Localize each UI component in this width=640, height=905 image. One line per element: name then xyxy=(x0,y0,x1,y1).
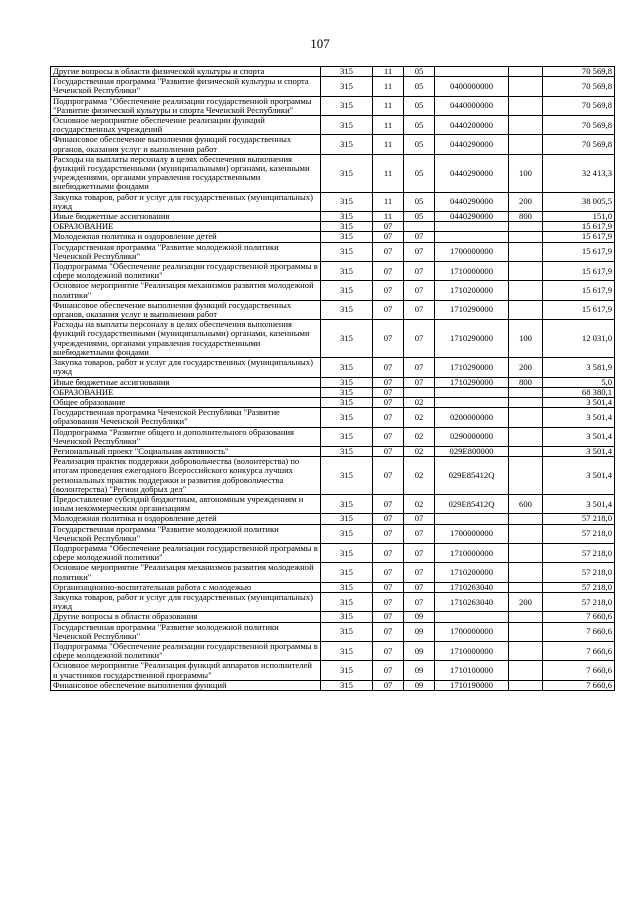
row-target-article: 029E85412Q xyxy=(435,494,509,513)
row-ved-code: 315 xyxy=(321,543,373,562)
row-ved-code: 315 xyxy=(321,116,373,135)
row-ved-code: 315 xyxy=(321,222,373,232)
row-name: Подпрограмма "Обеспечение реализации государственной программы в сфере молодежной политики" xyxy=(51,543,321,562)
row-name: Подпрограмма "Обеспечение реализации государственной программы "Развитие физической культуры и спорта Чеченской Республики" xyxy=(51,96,321,115)
row-expense-type xyxy=(509,612,543,622)
row-subsection-code: 09 xyxy=(404,680,435,690)
row-expense-type xyxy=(509,281,543,300)
row-subsection-code: 02 xyxy=(404,408,435,427)
row-subsection-code: 05 xyxy=(404,192,435,211)
row-subsection-code: 07 xyxy=(404,300,435,319)
row-amount: 7 660,6 xyxy=(543,612,615,622)
row-ved-code: 315 xyxy=(321,680,373,690)
row-target-article: 1710263040 xyxy=(435,592,509,611)
row-name: Государственная программа "Развитие молодежной политики Чеченской Республики" xyxy=(51,242,321,261)
row-section-code: 07 xyxy=(373,300,404,319)
row-section-code: 11 xyxy=(373,212,404,222)
row-section-code: 11 xyxy=(373,67,404,77)
row-target-article xyxy=(435,612,509,622)
row-expense-type xyxy=(509,427,543,446)
row-section-code: 07 xyxy=(373,582,404,592)
row-expense-type xyxy=(509,524,543,543)
row-amount: 3 501,4 xyxy=(543,457,615,495)
row-name: Расходы на выплаты персоналу в целях обеспечения выполнения функций государственными (муниципальными) органами, казенными учреждениями, органами управления государственными внебюджетными фондами xyxy=(51,320,321,358)
table-row xyxy=(51,612,615,622)
row-amount: 15 617,9 xyxy=(543,281,615,300)
row-target-article xyxy=(435,232,509,242)
row-name: Финансовое обеспечение выполнения функций государственных органов, оказания услуг и выполнения работ xyxy=(51,135,321,154)
row-expense-type: 800 xyxy=(509,377,543,387)
row-expense-type xyxy=(509,96,543,115)
row-name: Основное мероприятие "Реализация механизмов развития молодежной политики" xyxy=(51,281,321,300)
row-target-article: 1710263040 xyxy=(435,582,509,592)
table-row xyxy=(51,281,615,300)
row-subsection-code: 07 xyxy=(404,377,435,387)
row-expense-type xyxy=(509,661,543,680)
row-subsection-code: 09 xyxy=(404,622,435,641)
row-section-code: 07 xyxy=(373,543,404,562)
table-row xyxy=(51,457,615,495)
row-target-article: 1710200000 xyxy=(435,563,509,582)
page-number: 107 xyxy=(310,36,330,51)
row-name: Молодежная политика и оздоровление детей xyxy=(51,514,321,524)
row-section-code: 07 xyxy=(373,612,404,622)
row-ved-code: 315 xyxy=(321,563,373,582)
row-subsection-code: 07 xyxy=(404,514,435,524)
row-subsection-code: 07 xyxy=(404,582,435,592)
row-section-code: 11 xyxy=(373,192,404,211)
row-expense-type xyxy=(509,457,543,495)
row-target-article: 1700000000 xyxy=(435,622,509,641)
row-ved-code: 315 xyxy=(321,592,373,611)
row-amount: 3 501,4 xyxy=(543,427,615,446)
row-subsection-code: 05 xyxy=(404,212,435,222)
table-row xyxy=(51,262,615,281)
row-target-article: 0440200000 xyxy=(435,116,509,135)
row-subsection-code: 07 xyxy=(404,524,435,543)
row-expense-type xyxy=(509,135,543,154)
row-amount: 5,0 xyxy=(543,377,615,387)
row-name: Основное мероприятие "Реализация механизмов развития молодежной политики" xyxy=(51,563,321,582)
table-row xyxy=(51,446,615,456)
row-amount: 3 501,4 xyxy=(543,494,615,513)
row-ved-code: 315 xyxy=(321,408,373,427)
row-target-article: 029E800000 xyxy=(435,446,509,456)
table-row xyxy=(51,524,615,543)
table-row xyxy=(51,387,615,397)
row-name: Иные бюджетные ассигнования xyxy=(51,377,321,387)
row-subsection-code: 05 xyxy=(404,116,435,135)
table-row xyxy=(51,135,615,154)
row-expense-type xyxy=(509,232,543,242)
row-amount: 151,0 xyxy=(543,212,615,222)
row-target-article xyxy=(435,514,509,524)
row-target-article: 1710000000 xyxy=(435,641,509,660)
row-target-article: 029E85412Q xyxy=(435,457,509,495)
row-ved-code: 315 xyxy=(321,242,373,261)
row-ved-code: 315 xyxy=(321,192,373,211)
row-expense-type xyxy=(509,116,543,135)
row-ved-code: 315 xyxy=(321,135,373,154)
row-amount: 3 501,4 xyxy=(543,408,615,427)
row-subsection-code: 07 xyxy=(404,543,435,562)
row-ved-code: 315 xyxy=(321,232,373,242)
row-section-code: 07 xyxy=(373,427,404,446)
row-section-code: 07 xyxy=(373,281,404,300)
row-expense-type xyxy=(509,582,543,592)
row-subsection-code: 07 xyxy=(404,320,435,358)
table-row xyxy=(51,222,615,232)
row-expense-type xyxy=(509,300,543,319)
row-target-article: 1710100000 xyxy=(435,661,509,680)
row-amount: 57 218,0 xyxy=(543,592,615,611)
table-row xyxy=(51,358,615,377)
row-section-code: 07 xyxy=(373,387,404,397)
table-row xyxy=(51,661,615,680)
row-section-code: 07 xyxy=(373,457,404,495)
row-amount: 57 218,0 xyxy=(543,514,615,524)
row-expense-type xyxy=(509,641,543,660)
row-expense-type: 600 xyxy=(509,494,543,513)
table-row xyxy=(51,67,615,77)
row-expense-type xyxy=(509,408,543,427)
row-amount: 15 617,9 xyxy=(543,300,615,319)
row-ved-code: 315 xyxy=(321,212,373,222)
row-amount: 15 617,9 xyxy=(543,232,615,242)
row-expense-type: 800 xyxy=(509,212,543,222)
row-amount: 15 617,9 xyxy=(543,262,615,281)
row-expense-type xyxy=(509,67,543,77)
row-target-article: 0440290000 xyxy=(435,192,509,211)
row-amount: 32 413,3 xyxy=(543,154,615,192)
row-ved-code: 315 xyxy=(321,524,373,543)
row-expense-type: 200 xyxy=(509,192,543,211)
row-section-code: 07 xyxy=(373,222,404,232)
row-section-code: 07 xyxy=(373,622,404,641)
row-target-article: 0290000000 xyxy=(435,427,509,446)
row-section-code: 07 xyxy=(373,397,404,407)
row-expense-type xyxy=(509,543,543,562)
row-expense-type xyxy=(509,446,543,456)
row-name: Иные бюджетные ассигнования xyxy=(51,212,321,222)
table-row xyxy=(51,427,615,446)
row-name: Подпрограмма "Обеспечение реализации государственной программы в сфере молодежной политики" xyxy=(51,641,321,660)
row-ved-code: 315 xyxy=(321,514,373,524)
row-ved-code: 315 xyxy=(321,582,373,592)
row-name: Общее образование xyxy=(51,397,321,407)
table-row xyxy=(51,680,615,690)
row-target-article: 1710290000 xyxy=(435,377,509,387)
row-expense-type: 200 xyxy=(509,592,543,611)
row-ved-code: 315 xyxy=(321,377,373,387)
row-target-article: 0440290000 xyxy=(435,212,509,222)
row-section-code: 07 xyxy=(373,661,404,680)
row-target-article: 0400000000 xyxy=(435,77,509,96)
table-row xyxy=(51,582,615,592)
row-amount: 70 569,8 xyxy=(543,116,615,135)
table-row xyxy=(51,622,615,641)
row-subsection-code: 09 xyxy=(404,612,435,622)
row-name: Государственная программа "Развитие молодежной политики Чеченской Республики" xyxy=(51,524,321,543)
row-target-article xyxy=(435,387,509,397)
row-name: Организационно-воспитательная работа с молодежью xyxy=(51,582,321,592)
row-ved-code: 315 xyxy=(321,281,373,300)
row-section-code: 07 xyxy=(373,232,404,242)
row-subsection-code: 07 xyxy=(404,242,435,261)
row-ved-code: 315 xyxy=(321,622,373,641)
row-subsection-code: 07 xyxy=(404,262,435,281)
row-target-article xyxy=(435,222,509,232)
row-subsection-code: 02 xyxy=(404,427,435,446)
row-amount: 70 569,8 xyxy=(543,77,615,96)
row-ved-code: 315 xyxy=(321,77,373,96)
row-name: Реализация практик поддержки добровольчества (волонтерства) по итогам проведения ежегодного Всероссийского конкурса лучших региональных практик поддержки и развития добровольчества (волонтерства) "Регион добрых дел" xyxy=(51,457,321,495)
row-ved-code: 315 xyxy=(321,612,373,622)
row-amount: 57 218,0 xyxy=(543,563,615,582)
row-ved-code: 315 xyxy=(321,358,373,377)
row-amount: 57 218,0 xyxy=(543,524,615,543)
row-ved-code: 315 xyxy=(321,641,373,660)
row-section-code: 07 xyxy=(373,563,404,582)
row-amount: 7 660,6 xyxy=(543,661,615,680)
table-row xyxy=(51,320,615,358)
row-amount: 38 005,5 xyxy=(543,192,615,211)
row-name: Другие вопросы в области образования xyxy=(51,612,321,622)
row-section-code: 07 xyxy=(373,320,404,358)
row-subsection-code: 05 xyxy=(404,135,435,154)
row-target-article xyxy=(435,67,509,77)
row-subsection-code: 05 xyxy=(404,77,435,96)
row-name: Другие вопросы в области физической культуры и спорта xyxy=(51,67,321,77)
row-amount: 3 581,9 xyxy=(543,358,615,377)
row-name: Основное мероприятие обеспечение реализации функций государственных учреждений xyxy=(51,116,321,135)
row-amount: 57 218,0 xyxy=(543,543,615,562)
row-subsection-code: 09 xyxy=(404,661,435,680)
row-amount: 7 660,6 xyxy=(543,622,615,641)
row-expense-type xyxy=(509,242,543,261)
table-row xyxy=(51,514,615,524)
row-ved-code: 315 xyxy=(321,300,373,319)
budget-table xyxy=(50,66,615,691)
row-name: Государственная программа Чеченской Республики "Развитие образования Чеченской Республики" xyxy=(51,408,321,427)
row-subsection-code: 05 xyxy=(404,154,435,192)
table-row xyxy=(51,397,615,407)
row-target-article xyxy=(435,397,509,407)
table-row xyxy=(51,77,615,96)
row-amount: 15 617,9 xyxy=(543,242,615,261)
row-name: Государственная программа "Развитие молодежной политики Чеченской Республики" xyxy=(51,622,321,641)
row-target-article: 1710290000 xyxy=(435,320,509,358)
row-ved-code: 315 xyxy=(321,262,373,281)
row-amount: 70 569,8 xyxy=(543,67,615,77)
row-subsection-code: 07 xyxy=(404,232,435,242)
row-section-code: 07 xyxy=(373,641,404,660)
row-section-code: 07 xyxy=(373,514,404,524)
row-expense-type: 100 xyxy=(509,320,543,358)
table-row xyxy=(51,154,615,192)
table-row xyxy=(51,212,615,222)
row-subsection-code: 02 xyxy=(404,494,435,513)
row-section-code: 07 xyxy=(373,408,404,427)
row-name: Предоставление субсидий бюджетным, автономным учреждениям и иным некоммерческим организациям xyxy=(51,494,321,513)
row-section-code: 11 xyxy=(373,116,404,135)
row-expense-type xyxy=(509,397,543,407)
row-expense-type: 100 xyxy=(509,154,543,192)
row-amount: 7 660,6 xyxy=(543,641,615,660)
row-target-article: 0440000000 xyxy=(435,96,509,115)
row-subsection-code: 05 xyxy=(404,67,435,77)
row-subsection-code: 07 xyxy=(404,563,435,582)
row-amount: 3 501,4 xyxy=(543,446,615,456)
row-target-article: 1700000000 xyxy=(435,524,509,543)
row-expense-type xyxy=(509,262,543,281)
row-subsection-code: 07 xyxy=(404,592,435,611)
row-expense-type xyxy=(509,514,543,524)
row-ved-code: 315 xyxy=(321,457,373,495)
row-subsection-code: 02 xyxy=(404,446,435,456)
row-section-code: 11 xyxy=(373,77,404,96)
row-section-code: 07 xyxy=(373,262,404,281)
row-name: Финансовое обеспечение выполнения функций государственных органов, оказания услуг и выполнения работ xyxy=(51,300,321,319)
row-expense-type xyxy=(509,563,543,582)
row-name: Закупка товаров, работ и услуг для государственных (муниципальных) нужд xyxy=(51,592,321,611)
row-section-code: 07 xyxy=(373,377,404,387)
row-expense-type xyxy=(509,77,543,96)
row-name: Региональный проект "Социальная активность" xyxy=(51,446,321,456)
row-section-code: 07 xyxy=(373,242,404,261)
row-subsection-code: 02 xyxy=(404,457,435,495)
row-amount: 7 660,6 xyxy=(543,680,615,690)
row-ved-code: 315 xyxy=(321,446,373,456)
row-name: Основное мероприятие "Реализация функций аппаратов исполнителей и участников государственной программы" xyxy=(51,661,321,680)
row-expense-type xyxy=(509,387,543,397)
row-target-article: 1710000000 xyxy=(435,543,509,562)
row-section-code: 07 xyxy=(373,524,404,543)
row-ved-code: 315 xyxy=(321,387,373,397)
row-section-code: 07 xyxy=(373,592,404,611)
table-row xyxy=(51,232,615,242)
row-subsection-code xyxy=(404,222,435,232)
row-target-article: 1700000000 xyxy=(435,242,509,261)
row-expense-type xyxy=(509,622,543,641)
row-subsection-code: 09 xyxy=(404,641,435,660)
row-ved-code: 315 xyxy=(321,661,373,680)
table-row xyxy=(51,192,615,211)
row-subsection-code: 07 xyxy=(404,358,435,377)
row-section-code: 07 xyxy=(373,494,404,513)
table-row xyxy=(51,408,615,427)
table-row xyxy=(51,592,615,611)
row-subsection-code xyxy=(404,387,435,397)
row-target-article: 0440290000 xyxy=(435,135,509,154)
row-amount: 68 380,1 xyxy=(543,387,615,397)
row-name: Закупка товаров, работ и услуг для государственных (муниципальных) нужд xyxy=(51,192,321,211)
table-row xyxy=(51,242,615,261)
row-name: Молодежная политика и оздоровление детей xyxy=(51,232,321,242)
row-name: Расходы на выплаты персоналу в целях обеспечения выполнения функций государственными (муниципальными) органами, казенными учреждениями, органами управления государственными внебюджетными фондами xyxy=(51,154,321,192)
row-amount: 3 501,4 xyxy=(543,397,615,407)
row-subsection-code: 02 xyxy=(404,397,435,407)
table-row xyxy=(51,543,615,562)
row-ved-code: 315 xyxy=(321,96,373,115)
row-target-article: 1710190000 xyxy=(435,680,509,690)
row-section-code: 07 xyxy=(373,446,404,456)
row-target-article: 1710290000 xyxy=(435,358,509,377)
row-expense-type: 200 xyxy=(509,358,543,377)
row-section-code: 07 xyxy=(373,358,404,377)
row-name: Подпрограмма "Развитие общего и дополнительного образования Чеченской Республики" xyxy=(51,427,321,446)
row-target-article: 1710200000 xyxy=(435,281,509,300)
row-amount: 57 218,0 xyxy=(543,582,615,592)
row-name: Закупка товаров, работ и услуг для государственных (муниципальных) нужд xyxy=(51,358,321,377)
row-ved-code: 315 xyxy=(321,154,373,192)
table-row xyxy=(51,116,615,135)
row-name: Государственная программа "Развитие физической культуры и спорта Чеченской Республики" xyxy=(51,77,321,96)
row-target-article: 1710000000 xyxy=(435,262,509,281)
row-target-article: 1710290000 xyxy=(435,300,509,319)
row-name: ОБРАЗОВАНИЕ xyxy=(51,222,321,232)
row-subsection-code: 05 xyxy=(404,96,435,115)
row-ved-code: 315 xyxy=(321,67,373,77)
table-row xyxy=(51,641,615,660)
row-subsection-code: 07 xyxy=(404,281,435,300)
row-section-code: 11 xyxy=(373,154,404,192)
row-ved-code: 315 xyxy=(321,397,373,407)
row-expense-type xyxy=(509,222,543,232)
row-amount: 12 031,0 xyxy=(543,320,615,358)
row-name: ОБРАЗОВАНИЕ xyxy=(51,387,321,397)
row-target-article: 0200000000 xyxy=(435,408,509,427)
row-amount: 70 569,8 xyxy=(543,96,615,115)
row-ved-code: 315 xyxy=(321,494,373,513)
row-ved-code: 315 xyxy=(321,320,373,358)
row-name: Подпрограмма "Обеспечение реализации государственной программы в сфере молодежной политики" xyxy=(51,262,321,281)
table-row xyxy=(51,563,615,582)
table-row xyxy=(51,300,615,319)
row-section-code: 07 xyxy=(373,680,404,690)
table-body xyxy=(51,67,615,691)
row-amount: 15 617,9 xyxy=(543,222,615,232)
row-target-article: 0440290000 xyxy=(435,154,509,192)
row-amount: 70 569,8 xyxy=(543,135,615,154)
row-expense-type xyxy=(509,680,543,690)
row-section-code: 11 xyxy=(373,135,404,154)
table-row xyxy=(51,96,615,115)
row-section-code: 11 xyxy=(373,96,404,115)
row-name: Финансовое обеспечение выполнения функций xyxy=(51,680,321,690)
table-row xyxy=(51,494,615,513)
table-row xyxy=(51,377,615,387)
row-ved-code: 315 xyxy=(321,427,373,446)
